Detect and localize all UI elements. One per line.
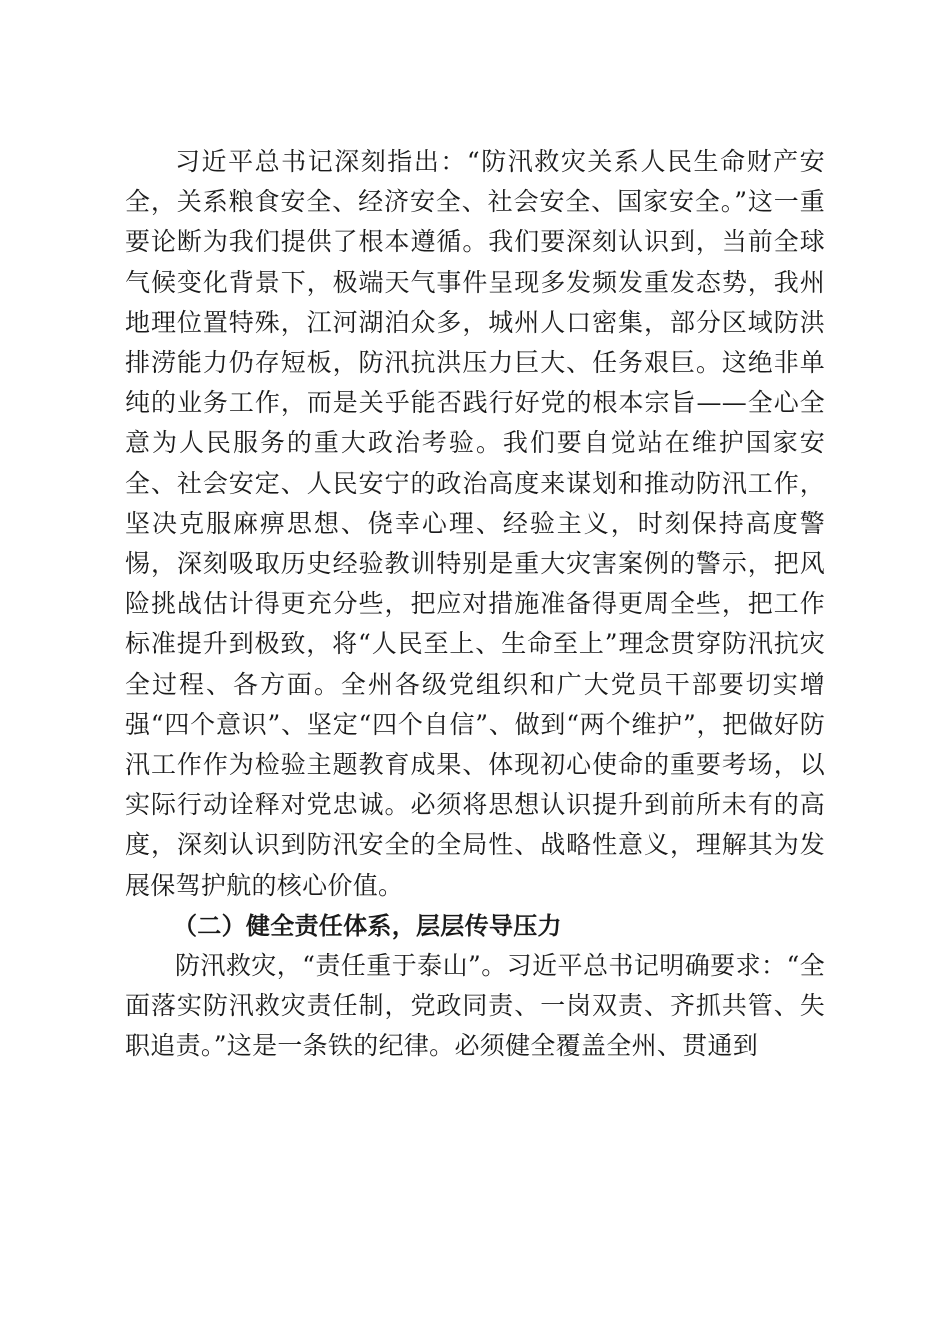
body-paragraph-1: 习近平总书记深刻指出：“防汛救灾关系人民生命财产安全，关系粮食安全、经济安全、社会安全、国家安全。”这一重要论断为我们提供了根本遵循。我们要深刻认识到，当前全球气候变化背景下，极端天气事件呈现多发频发重发态势，我州地理位置特殊，江河湖泊众多，城州人口密集，部分区域防洪排涝能力仍存短板，防汛抗洪压力巨大、任务艰巨。这绝非单纯的业务工作，而是关乎能否践行好党的根本宗旨——全心全意为人民服务的重大政治考验。我们要自觉站在维护国家安全、社会安定、人民安宁的政治高度来谋划和推动防汛工作，坚决克服麻痹思想、侥幸心理、经验主义，时刻保持高度警惕，深刻吸取历史经验教训特别是重大灾害案例的警示，把风险挑战估计得更充分些，把应对措施准备得更周全些，把工作标准提升到极致，将“人民至上、生命至上”理念贯穿防汛抗灾全过程、各方面。全州各级党组织和广大党员干部要切实增强“四个意识”、坚定“四个自信”、做到“两个维护”，把做好防汛工作作为检验主题教育成果、体现初心使命的重要考场，以实际行动诠释对党忠诚。必须将思想认识提升到前所未有的高度，深刻认识到防汛安全的全局性、战略性意义，理解其为发展保驾护航的核心价值。 xyxy=(125,147,825,900)
body-paragraph-2: 防汛救灾，“责任重于泰山”。习近平总书记明确要求：“全面落实防汛救灾责任制，党政同责、一岗双责、齐抓共管、失职追责。”这是一条铁的纪律。必须健全覆盖全州、贯通到 xyxy=(125,951,825,1061)
document-page xyxy=(125,142,825,1067)
section-heading-2: （二）健全责任体系，层层传导压力 xyxy=(173,910,562,940)
